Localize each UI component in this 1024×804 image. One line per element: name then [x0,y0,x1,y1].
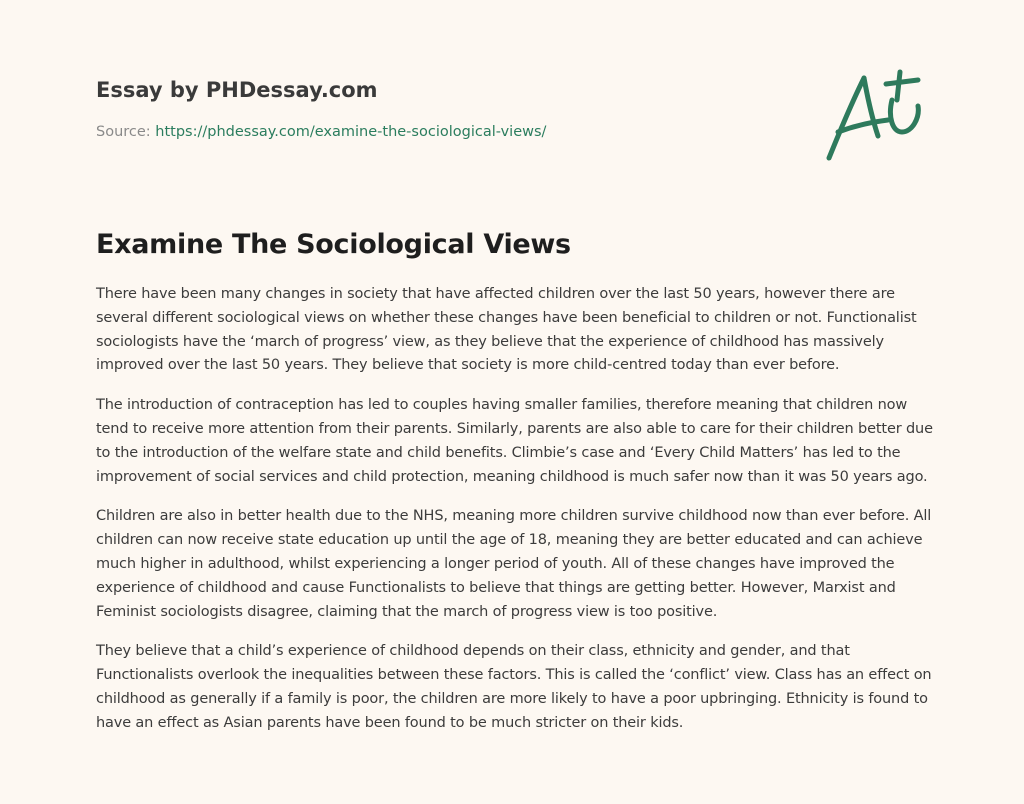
source-link[interactable]: https://phdessay.com/examine-the-sociological-views/ [155,124,547,140]
source-label: Source: [96,124,156,140]
header [96,76,796,142]
paragraph: The introduction of contraception has led to couples having smaller families, therefore meaning that children now tend to receive more attention from their parents. Similarly, parents are also able to care for their children better due to the introduction of the welfare state and child benefits. Climbie’s case and ‘Every Child Matters’ has led to the improvement of social services and child protection, meaning childhood is much safer now than it was 50 years ago. [96,397,933,485]
brand-title: Essay by PHDessay.com [96,78,378,102]
paragraph: Children are also in better health due to the NHS, meaning more children survive childhood now than ever before. All children can now receive state education up until the age of 18, meaning they are better educated and can achieve much higher in adulthood, whilst experiencing a longer period of youth. All of these changes have improved the experience of childhood and cause Functionalists to believe that things are getting better. However, Marxist and Feminist sociologists disagree, claiming that the march of progress view is too positive. [96,508,932,620]
a-plus-logo-icon [820,66,930,166]
source-line [96,122,796,142]
article [96,225,936,752]
paragraph: There have been many changes in society that have affected children over the last 50 years, however there are several different sociological views on whether these changes have been beneficial to children or not. Functionalist sociologists have the ‘march of progress’ view, as they believe that the experience of childhood has massively improved over the last 50 years. They believe that society is more child-centred today than ever before. [96,286,917,374]
paragraph: They believe that a child’s experience of childhood depends on their class, ethnicity and gender, and that Functionalists overlook the inequalities between these factors. This is called the ‘conflict’ view. Class has an effect on childhood as generally if a family is poor, the children are more likely to have a poor upbringing. Ethnicity is found to have an effect as Asian parents have been found to be much stricter on their kids. [96,643,932,731]
article-title: Examine The Sociological Views [96,229,571,260]
